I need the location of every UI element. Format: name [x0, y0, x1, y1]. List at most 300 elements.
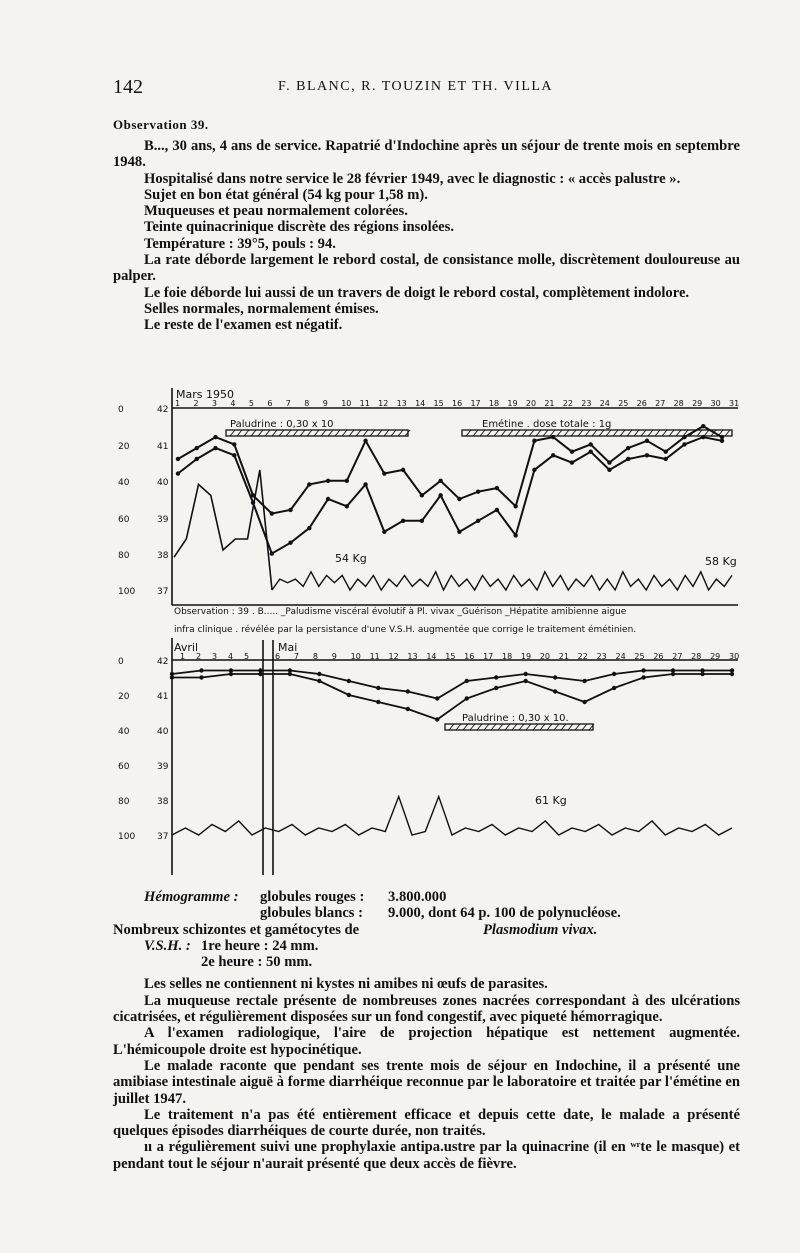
day-tick: 10 [341, 399, 352, 408]
top-series-1-point [457, 497, 461, 501]
paludrine-bar-bottom-hatch [449, 724, 454, 730]
day-tick: 8 [312, 652, 318, 661]
day-tick: 7 [293, 652, 300, 661]
day-tick: 3 [211, 399, 218, 408]
emetine-bar-hatch [571, 430, 576, 436]
emetine-bar-hatch [676, 430, 681, 436]
paludrine-bar-top-hatch [377, 430, 382, 436]
emetine-bar-hatch [508, 430, 513, 436]
bottom-series-2-point [700, 672, 704, 676]
temp-axis-tick: 41 [157, 442, 169, 452]
bottom-series-1-point [582, 679, 586, 683]
top-series-1-point [701, 424, 705, 428]
paragraph: Hospitalisé dans notre service le 28 février 1949, avec le diagnostic : « accès palustre ». [144, 170, 681, 187]
paludrine-bar-top-hatch [237, 430, 242, 436]
paragraph: La rate déborde largement le rebord costal, de consistance molle, discrètement douloureuse au palper. [113, 252, 740, 285]
paludrine-bar-top-hatch [363, 430, 368, 436]
emetine-bar-hatch [501, 430, 506, 436]
day-tick: 24 [599, 399, 610, 408]
bottom-series-1-point [641, 668, 645, 672]
emetine-bar-hatch [487, 430, 492, 436]
emetine-bar-hatch [578, 430, 583, 436]
top-series-1-point [213, 435, 217, 439]
day-tick: 20 [539, 652, 551, 661]
day-tick: 28 [673, 399, 684, 408]
top-series-1-point [288, 508, 292, 512]
bottom-series-2-point [465, 696, 469, 700]
paludrine-bar-bottom-hatch [575, 724, 580, 730]
temp-axis-tick: 40 [157, 727, 169, 737]
day-tick: 16 [452, 399, 463, 408]
day-tick: 4 [230, 399, 236, 408]
paludrine-bar-top-hatch [398, 430, 403, 436]
top-series-2-point [664, 457, 668, 461]
month-label-avril: Avril [174, 641, 199, 654]
emetine-label: Emétine . dose totale : 1g [482, 419, 612, 430]
paludrine-bar-top-hatch [391, 430, 396, 436]
top-series-2-point [213, 446, 217, 450]
emetine-bar-hatch [620, 430, 625, 436]
after-text [113, 889, 740, 1172]
bottom-series-2-point [582, 700, 586, 704]
paludrine-bar-bottom-hatch [568, 724, 573, 730]
day-tick: 18 [502, 652, 513, 661]
day-tick: 17 [483, 652, 494, 661]
day-tick: 9 [322, 399, 328, 408]
top-series-2-point [607, 468, 611, 472]
temp-axis-tick: 38 [157, 797, 169, 807]
day-tick: 30 [729, 652, 740, 661]
bottom-series-1-point [376, 686, 380, 690]
top-series-1-point [570, 449, 574, 453]
page-number: 142 [113, 76, 143, 98]
paludrine-bar-top-hatch [335, 430, 340, 436]
day-tick: 18 [488, 399, 500, 408]
paludrine-bar-top-hatch [251, 430, 256, 436]
vsh-label: V.S.H. : [144, 937, 191, 954]
left-axis-tick: 80 [118, 797, 130, 807]
schizontes-species: Plasmodium vivax. [483, 921, 598, 938]
paludrine-bar-top-hatch [279, 430, 284, 436]
top-series-1-point [401, 468, 405, 472]
top-series-2-point [532, 468, 536, 472]
paludrine-bar-bottom-hatch [456, 724, 461, 730]
bottom-series-1-point [612, 672, 616, 676]
paludrine-bar-bottom-hatch [505, 724, 510, 730]
emetine-bar-hatch [515, 430, 520, 436]
paludrine-bar-bottom-hatch [533, 724, 538, 730]
top-series-2-point [420, 519, 424, 523]
top-series-2-point [513, 533, 517, 537]
paludrine-bar-top-hatch [265, 430, 270, 436]
day-tick: 3 [212, 652, 218, 661]
day-tick: 25 [634, 652, 645, 661]
top-series-1-point [363, 439, 367, 443]
day-tick: 1 [180, 652, 186, 661]
day-tick: 29 [710, 652, 721, 661]
day-tick: 23 [581, 399, 592, 408]
bottom-series-1-point [465, 679, 469, 683]
emetine-bar-hatch [466, 430, 471, 436]
day-tick: 29 [692, 399, 703, 408]
top-series-1-point [176, 457, 180, 461]
day-tick: 8 [304, 399, 310, 408]
emetine-bar-hatch [536, 430, 541, 436]
hemogramme-row-1 [113, 889, 740, 905]
intro-text [113, 138, 740, 334]
emetine-bar-hatch [592, 430, 597, 436]
bottom-series-2-point [288, 672, 292, 676]
temp-axis-tick: 39 [157, 515, 169, 525]
day-tick: 12 [378, 399, 389, 408]
left-axis-tick: 100 [118, 832, 136, 842]
paludrine-bar-top-hatch [286, 430, 291, 436]
day-tick: 7 [285, 399, 291, 408]
paragraph: ıı a régulièrement suivi une prophylaxie antipa.ustre par la quinacrine (il en ʷʳte le masque) et pendant tout le séjour n'aurait présenté que deux accès de fièvre. [113, 1139, 740, 1172]
emetine-bar-hatch [557, 430, 562, 436]
day-tick: 2 [193, 399, 199, 408]
top-series-1-point [532, 439, 536, 443]
left-axis-tick: 100 [118, 587, 136, 597]
observation-caption-1: Observation : 39 . B..... _Paludisme viscéral évolutif à Pl. vivax _Guérison _Hépatite amibienne aigue [174, 607, 627, 617]
day-tick: 22 [562, 399, 573, 408]
top-series-2-point [438, 493, 442, 497]
top-series-2-point [457, 530, 461, 534]
weight-label: 61 Kg [535, 794, 567, 807]
day-tick: 26 [636, 399, 647, 408]
top-series-2-point [570, 460, 574, 464]
day-tick: 22 [577, 652, 588, 661]
paludrine-bar-top-hatch [342, 430, 347, 436]
emetine-bar-hatch [662, 430, 667, 436]
day-tick: 12 [388, 652, 399, 661]
paludrine-bar-bottom-hatch [484, 724, 489, 730]
day-tick: 2 [196, 652, 202, 661]
bottom-series-2-point [671, 672, 675, 676]
bottom-series-2-point [612, 686, 616, 690]
day-tick: 25 [618, 399, 629, 408]
temp-axis-tick: 41 [157, 692, 169, 702]
top-series-2-point [195, 457, 199, 461]
left-axis-tick: 40 [118, 478, 130, 488]
day-tick: 21 [558, 652, 569, 661]
top-series-2-point [176, 471, 180, 475]
vsh-1: 1re heure : 24 mm. [201, 937, 319, 954]
paludrine-bar-bottom-hatch [526, 724, 531, 730]
weight-label: 58 Kg [705, 555, 737, 568]
top-series-1-point [551, 435, 555, 439]
bottom-series-2-point [199, 675, 203, 679]
paragraph: Le reste de l'examen est négatif. [144, 317, 343, 334]
rouges-value: 3.800.000 [388, 889, 447, 905]
paragraph: Le traitement n'a pas été entièrement efficace et depuis cette date, le malade a présenté quelques épisodes diarrhéiques de courte durée, non traités. [113, 1106, 740, 1140]
emetine-bar-hatch [599, 430, 604, 436]
emetine-bar-hatch [697, 430, 702, 436]
paludrine-bar-top-hatch [244, 430, 249, 436]
emetine-bar-hatch [473, 430, 478, 436]
paragraph: Température : 39°5, pouls : 94. [144, 235, 336, 252]
top-series-1-point [270, 511, 274, 515]
paludrine-bar-top-hatch [293, 430, 298, 436]
day-tick: 20 [525, 399, 537, 408]
paludrine-bar-top-hatch [349, 430, 354, 436]
bottom-series-1-point [553, 675, 557, 679]
paludrine-bar-top-hatch [314, 430, 319, 436]
paragraph: Les selles ne contiennent ni kystes ni amibes ni œufs de parasites. [144, 976, 548, 993]
temp-axis-tick: 37 [157, 832, 169, 842]
left-axis-tick: 0 [118, 657, 124, 667]
day-tick: 11 [359, 399, 370, 408]
day-tick: 27 [672, 652, 683, 661]
top-series-2-point [382, 530, 386, 534]
emetine-bar-hatch [704, 430, 709, 436]
bottom-series-2-point [347, 693, 351, 697]
schizontes-text: Nombreux schizontes et gamétocytes de [113, 921, 360, 938]
top-series-2-point [495, 508, 499, 512]
paludrine-bar-bottom-hatch [582, 724, 587, 730]
day-tick: 30 [710, 399, 721, 408]
paludrine-bar-top-hatch [230, 430, 235, 436]
paludrine-bar-bottom-hatch [498, 724, 503, 730]
top-series-1-point [495, 486, 499, 490]
running-head: F. BLANC, R. TOUZIN ET TH. VILLA [278, 79, 554, 94]
emetine-bar-hatch [480, 430, 485, 436]
day-tick: 1 [175, 399, 181, 408]
paludrine-bar-bottom-hatch [519, 724, 524, 730]
top-series-2-point [682, 442, 686, 446]
day-tick: 27 [655, 399, 666, 408]
temperature-chart [110, 380, 750, 880]
paludrine-bar-top-hatch [272, 430, 277, 436]
hemogramme-row-2 [113, 905, 740, 921]
left-axis-tick: 40 [118, 727, 130, 737]
top-series-2-point [363, 482, 367, 486]
top-series-2-point [251, 500, 255, 504]
day-tick: 4 [228, 652, 234, 661]
bottom-series-2-point [523, 679, 527, 683]
day-tick: 14 [415, 399, 426, 408]
day-tick: 19 [507, 399, 518, 408]
bottom-series-1-point [347, 679, 351, 683]
left-axis-tick: 60 [118, 762, 130, 772]
vsh-row-1 [113, 938, 740, 954]
paludrine-bar-bottom-hatch [463, 724, 468, 730]
paludrine-bar-bottom-hatch [477, 724, 482, 730]
bottom-series-1-point [317, 672, 321, 676]
top-series-2 [178, 437, 722, 553]
emetine-bar-hatch [585, 430, 590, 436]
paragraph: Selles normales, normalement émises. [144, 300, 379, 317]
top-series-2-point [588, 449, 592, 453]
temp-axis-tick: 37 [157, 587, 169, 597]
paludrine-bar-top-hatch [370, 430, 375, 436]
left-axis-tick: 20 [118, 692, 130, 702]
page-header [113, 76, 703, 102]
top-series-2-point [270, 551, 274, 555]
day-tick: 11 [369, 652, 380, 661]
bottom-series-2-point [494, 686, 498, 690]
emetine-bar-hatch [543, 430, 548, 436]
top-series-1-point [195, 446, 199, 450]
bottom-series-1-point [199, 668, 203, 672]
top-series-3 [174, 470, 272, 590]
paludrine-bar-top-hatch [307, 430, 312, 436]
emetine-bar-hatch [669, 430, 674, 436]
paludrine-bar-top-hatch [384, 430, 389, 436]
bottom-series-2-point [406, 707, 410, 711]
month-label-mai: Mai [278, 641, 298, 654]
paragraph: Teinte quinacrinique discrète des régions insolées. [144, 219, 454, 236]
bottom-series-2-point [553, 689, 557, 693]
paragraph: Muqueuses et peau normalement colorées. [144, 203, 408, 220]
top-series-1-point [345, 479, 349, 483]
bottom-series-1-point [406, 689, 410, 693]
temp-axis-tick: 42 [157, 405, 169, 415]
vsh-2: 2e heure : 50 mm. [201, 954, 313, 971]
day-tick: 26 [653, 652, 664, 661]
paragraph: A l'examen radiologique, l'aire de projection hépatique est nettement augmentée. L'hémicoupole droite est hypocinétique. [113, 1025, 740, 1058]
bottom-series-2-point [170, 675, 174, 679]
day-tick: 21 [544, 399, 555, 408]
day-tick: 14 [426, 652, 437, 661]
top-series-1-point [382, 471, 386, 475]
emetine-bar-hatch [634, 430, 639, 436]
schizontes-row [113, 922, 740, 938]
paragraph: Le malade raconte que pendant ses trente mois de séjour en Indochine, il a présenté une amibiase intestinale aiguë à forme diarrhéique reconnue par le laboratoire et traitée par l'émétine en juillet 1947. [113, 1057, 740, 1107]
left-axis-tick: 0 [118, 405, 124, 415]
day-tick: 23 [596, 652, 607, 661]
emetine-bar-hatch [655, 430, 660, 436]
bottom-series-1-point [523, 672, 527, 676]
paludrine-label-top: Paludrine : 0,30 x 10 [230, 419, 334, 430]
day-tick: 9 [331, 652, 337, 661]
emetine-bar-hatch [627, 430, 632, 436]
bottom-series-2-point [229, 672, 233, 676]
day-tick: 15 [433, 399, 444, 408]
day-tick: 10 [350, 652, 361, 661]
top-series-1-point [438, 479, 442, 483]
day-tick: 6 [275, 652, 281, 661]
paragraph: Sujet en bon état général (54 kg pour 1,58 m). [144, 186, 428, 203]
top-series-2-point [701, 435, 705, 439]
paludrine-bar-bottom-hatch [491, 724, 496, 730]
left-axis-tick: 80 [118, 551, 130, 561]
top-series-1-point [476, 490, 480, 494]
top-series-2-point [551, 453, 555, 457]
top-series-2-point [645, 453, 649, 457]
emetine-bar-hatch [641, 430, 646, 436]
top-series-2-point [307, 526, 311, 530]
day-tick: 5 [248, 399, 254, 408]
emetine-bar-hatch [613, 430, 618, 436]
bottom-series-pulse [172, 797, 732, 836]
paludrine-label-bottom: Paludrine : 0,30 x 10. [462, 713, 569, 724]
paludrine-bar-top-hatch [356, 430, 361, 436]
month-label: Mars 1950 [176, 388, 234, 401]
paludrine-bar-bottom-hatch [547, 724, 552, 730]
left-axis-tick: 20 [118, 442, 130, 452]
day-tick: 5 [244, 652, 250, 661]
temp-axis-tick: 42 [157, 657, 169, 667]
bottom-series-2-point [258, 672, 262, 676]
paludrine-bar-bottom-hatch [470, 724, 475, 730]
day-tick: 24 [615, 652, 626, 661]
top-series-1-point [326, 479, 330, 483]
temp-axis-tick: 39 [157, 762, 169, 772]
blancs-label: globules blancs : [260, 905, 363, 922]
rouges-label: globules rouges : [260, 889, 365, 905]
paludrine-bar-bottom-hatch [540, 724, 545, 730]
emetine-bar-hatch [494, 430, 499, 436]
day-tick: 15 [445, 652, 456, 661]
paludrine-bar-top-hatch [300, 430, 305, 436]
observation-title: Observation 39. [113, 117, 209, 132]
top-series-2-point [720, 439, 724, 443]
bottom-series-2-point [730, 672, 734, 676]
bottom-series-2 [172, 674, 732, 720]
blancs-value: 9.000, dont 64 p. 100 de polynucléose. [388, 905, 621, 922]
top-series-1-point [664, 449, 668, 453]
day-tick: 17 [470, 399, 481, 408]
left-axis-tick: 60 [118, 515, 130, 525]
paludrine-bar-top-hatch [258, 430, 263, 436]
bottom-series-1-point [435, 696, 439, 700]
vsh-row-2 [113, 954, 740, 970]
top-series-1-point [588, 442, 592, 446]
paludrine-bar-bottom-hatch [554, 724, 559, 730]
paragraph: Le foie déborde lui aussi de un travers de doigt le rebord costal, complètement indolore. [144, 284, 690, 301]
emetine-bar-hatch [725, 430, 730, 436]
bottom-series-2-point [376, 700, 380, 704]
top-series-1-point [420, 493, 424, 497]
top-series-2-point [288, 540, 292, 544]
top-series-2-point [232, 453, 236, 457]
top-series-2-point [626, 457, 630, 461]
day-tick: 13 [407, 652, 418, 661]
day-tick: 19 [520, 652, 532, 661]
top-series-2-point [326, 497, 330, 501]
temperature-chart-svg [110, 380, 750, 880]
day-tick: 16 [464, 652, 475, 661]
top-series-1-point [645, 439, 649, 443]
paragraph: La muqueuse rectale présente de nombreuses zones nacrées correspondant à des ulcérations cicatrisées, et régulièrement disposées sur un fond congestif, avec piqueté hémorragique. [113, 992, 740, 1026]
paragraph: B..., 30 ans, 4 ans de service. Rapatrié d'Indochine après un séjour de trente mois en septembre 1948. [113, 138, 740, 171]
observation-caption-2: infra clinique . révélée par la persistance d'une V.S.H. augmentée que corrige le traitement émétinien. [174, 625, 637, 635]
bottom-series-2-point [317, 679, 321, 683]
paludrine-bar-bottom-hatch [512, 724, 517, 730]
emetine-bar-hatch [606, 430, 611, 436]
weight-label: 54 Kg [335, 552, 367, 565]
paludrine-bar-top-hatch [328, 430, 333, 436]
top-series-1-point [513, 504, 517, 508]
top-series-1-point [251, 493, 255, 497]
bottom-series-1-point [494, 675, 498, 679]
temp-axis-tick: 40 [157, 478, 169, 488]
top-series-2-point [476, 519, 480, 523]
emetine-bar-hatch [564, 430, 569, 436]
emetine-bar-hatch [529, 430, 534, 436]
top-series-1-point [232, 442, 236, 446]
top-series-1-point [607, 460, 611, 464]
day-tick: 13 [396, 399, 407, 408]
emetine-bar-hatch [648, 430, 653, 436]
top-series-2-point [345, 504, 349, 508]
paludrine-bar-bottom-hatch [561, 724, 566, 730]
bottom-series-2-point [435, 717, 439, 721]
top-series-2-point [401, 519, 405, 523]
day-tick: 6 [267, 399, 273, 408]
bottom-series-2-point [641, 675, 645, 679]
